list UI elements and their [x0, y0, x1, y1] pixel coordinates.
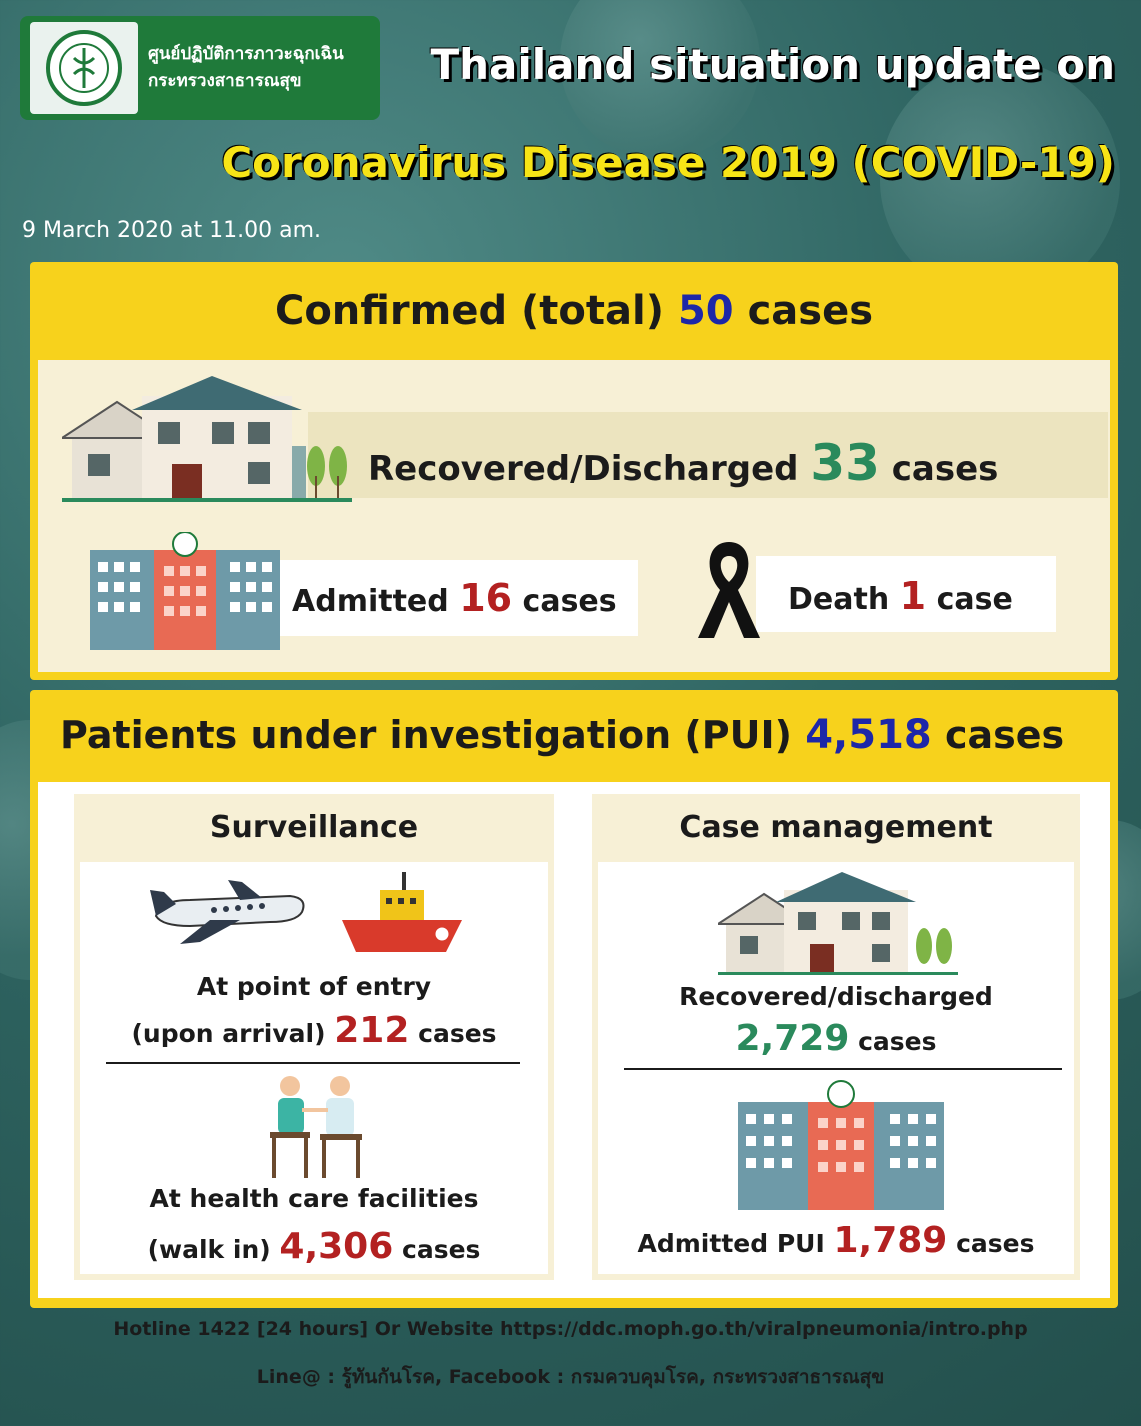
facility-unit: cases — [402, 1235, 481, 1264]
case-management-section — [592, 794, 1080, 1280]
black-ribbon-icon — [694, 538, 764, 642]
cm-recovered-stat — [598, 1018, 1074, 1059]
entry-stat — [80, 1010, 548, 1051]
surveillance-title: Surveillance — [209, 810, 419, 845]
cm-admitted-label: Admitted PUI — [637, 1229, 825, 1258]
cm-admitted-unit: cases — [956, 1229, 1035, 1258]
pui-heading — [60, 712, 1064, 758]
cm-recovered-unit: cases — [858, 1027, 937, 1056]
cm-admitted-value: 1,789 — [833, 1220, 948, 1261]
admitted-stat — [292, 576, 617, 620]
entry-unit: cases — [418, 1019, 497, 1048]
pui-details — [38, 782, 1110, 1298]
org-name-line2: กระทรวงสาธารณสุข — [148, 71, 302, 91]
facility-stat — [80, 1226, 548, 1267]
recovered-stat — [368, 434, 998, 492]
death-stat — [788, 574, 1013, 618]
surveillance-content — [80, 862, 548, 1274]
confirmed-unit: cases — [747, 288, 874, 334]
death-unit: case — [936, 582, 1013, 617]
facility-label: At health care facilities — [149, 1184, 479, 1213]
confirmed-panel — [30, 262, 1118, 680]
death-value: 1 — [899, 574, 927, 618]
death-label: Death — [788, 582, 890, 617]
cm-recovered-value: 2,729 — [735, 1018, 850, 1059]
social-footer: Line@ : รู้ทันกันโรค, Facebook : กรมควบคุมโรค, กระทรวงสาธารณสุข — [256, 1366, 885, 1388]
surveillance-divider — [106, 1062, 520, 1064]
facility-value: 4,306 — [279, 1226, 394, 1267]
recovered-value: 33 — [810, 434, 880, 492]
case-management-divider — [624, 1068, 1062, 1070]
pui-panel — [30, 690, 1118, 1308]
confirmed-details — [38, 360, 1110, 672]
pui-label: Patients under investigation (PUI) — [60, 713, 792, 757]
ministry-seal-icon — [30, 22, 138, 114]
ship-icon — [342, 872, 462, 956]
case-management-content — [598, 862, 1074, 1274]
surveillance-section — [74, 794, 554, 1280]
recovered-unit: cases — [891, 449, 999, 489]
cm-admitted-stat — [598, 1220, 1074, 1261]
cm-recovered-label: Recovered/discharged — [679, 982, 993, 1011]
hotline-footer: Hotline 1422 [24 hours] Or Website https://ddc.moph.go.th/viralpneumonia/intro.php — [113, 1318, 1028, 1340]
house-icon — [718, 872, 958, 976]
ministry-logo-box — [20, 16, 380, 120]
confirmed-heading — [30, 288, 1118, 334]
hospital-icon — [90, 532, 280, 650]
hospital-icon — [738, 1080, 944, 1210]
airplane-icon — [150, 876, 310, 946]
title-line1: Thailand situation update on — [430, 40, 1115, 89]
case-management-title: Case management — [679, 810, 993, 845]
entry-label: At point of entry — [196, 972, 432, 1001]
doctor-patient-icon — [260, 1072, 370, 1182]
pui-unit: cases — [944, 713, 1065, 757]
entry-prefix: (upon arrival) — [131, 1019, 326, 1048]
facility-prefix: (walk in) — [147, 1235, 271, 1264]
admitted-label: Admitted — [292, 584, 449, 619]
report-date: 9 March 2020 at 11.00 am. — [22, 218, 322, 243]
org-name-line1: ศูนย์ปฏิบัติการภาวะฉุกเฉิน — [148, 43, 344, 64]
house-icon — [62, 376, 352, 502]
admitted-unit: cases — [522, 584, 617, 619]
entry-value: 212 — [334, 1010, 410, 1051]
confirmed-value: 50 — [677, 288, 734, 334]
admitted-value: 16 — [459, 576, 513, 620]
recovered-label: Recovered/Discharged — [368, 449, 799, 489]
confirmed-label: Confirmed (total) — [274, 288, 665, 334]
pui-value: 4,518 — [805, 712, 932, 758]
title-line2: Coronavirus Disease 2019 (COVID-19) — [221, 138, 1115, 187]
